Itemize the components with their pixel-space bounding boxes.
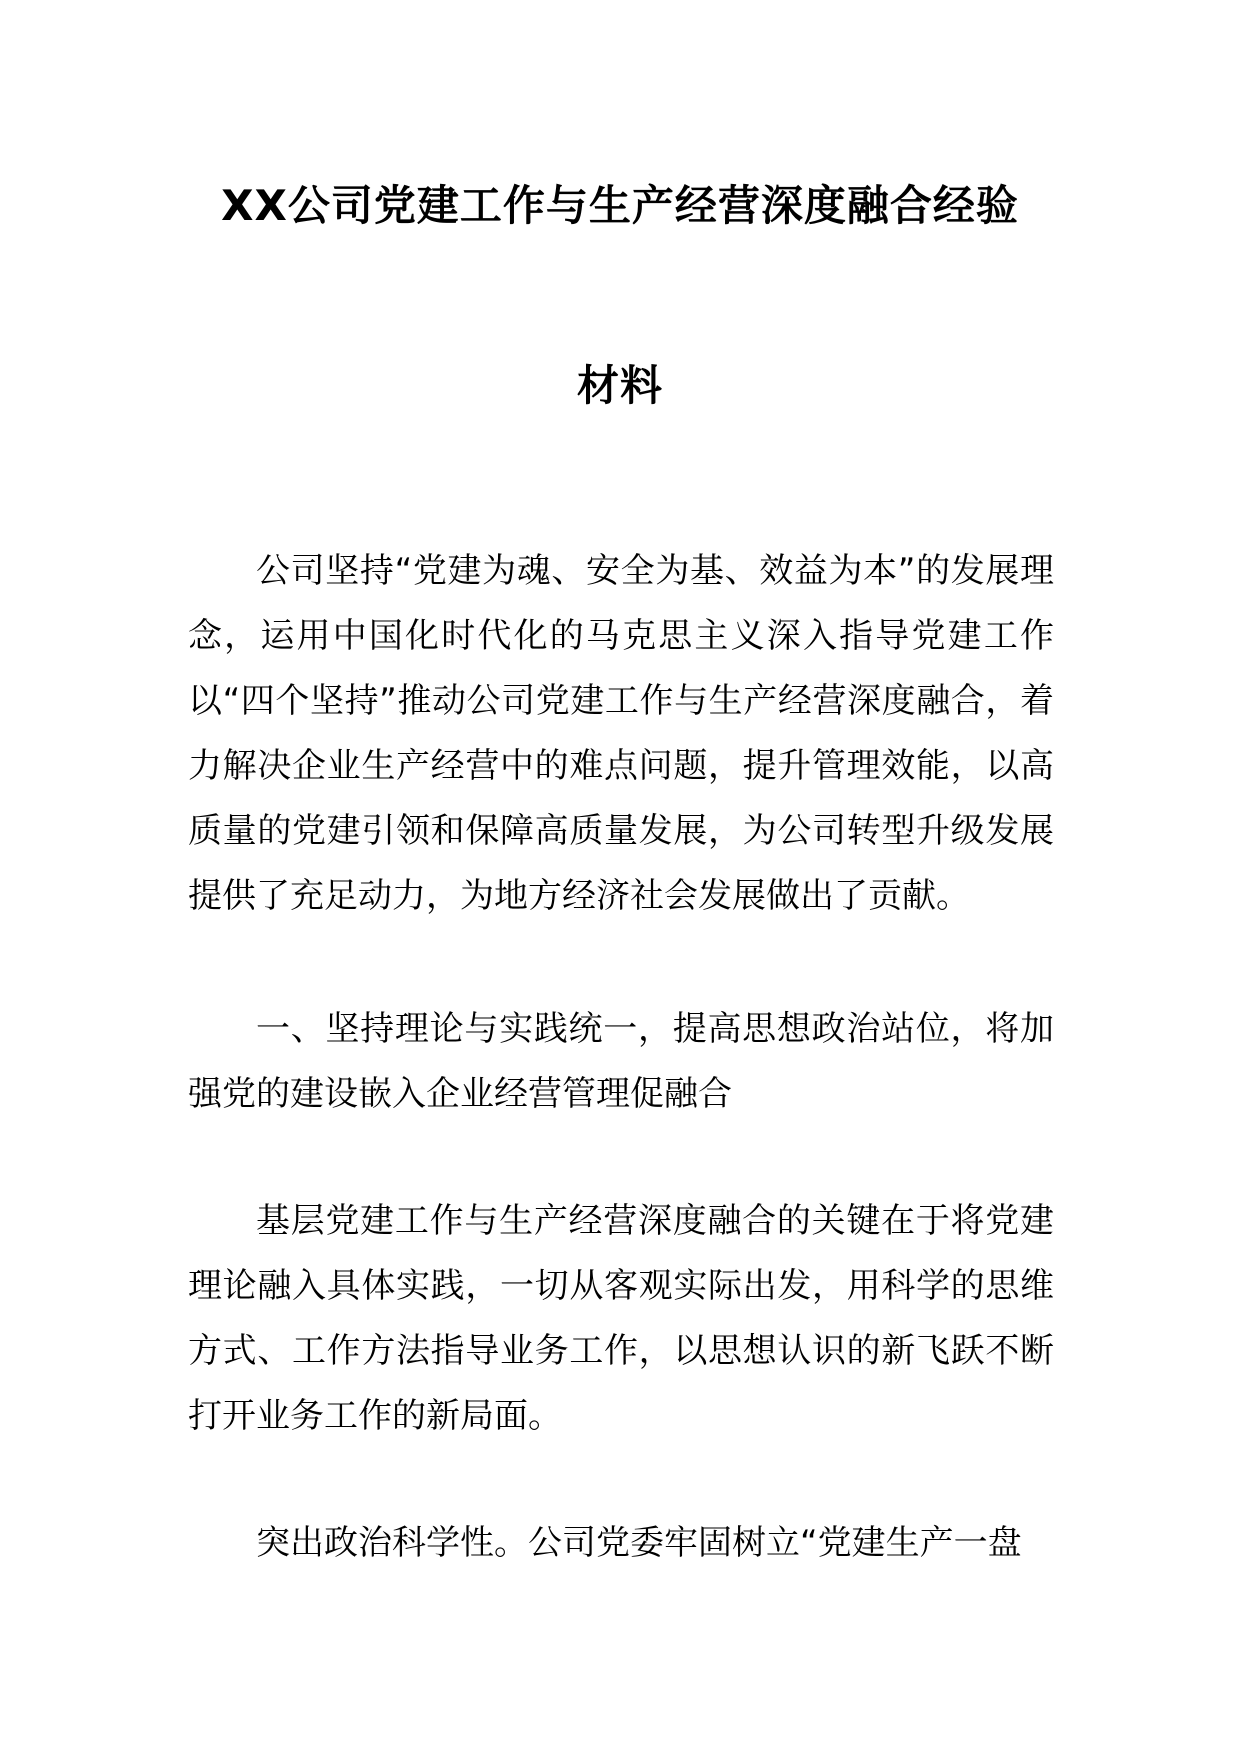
intro-paragraph: 公司坚持“党建为魂、安全为基、效益为本”的发展理念，运用中国化时代化的马克思主义深入指导党建工作以“四个坚持”推动公司党建工作与生产经营深度融合，着力解决企业生产经营中的难点问题，提升管理效能，以高质量的党建引领和保障高质量发展，为公司转型升级发展提供了充足动力，为地方经济社会发展做出了贡献。 [188,551,1054,916]
body-paragraph-truncated: 突出政治科学性。公司党委牢固树立“党建生产一盘 [256,1523,1022,1563]
body-paragraph: 基层党建工作与生产经营深度融合的关键在于将党建理论融入具体实践，一切从客观实际出发，用科学的思维方式、工作方法指导业务工作，以思想认识的新飞跃不断打开业务工作的新局面。 [188,1201,1054,1436]
document-title-line-1: XX公司党建工作与生产经营深度融合经验 [221,181,1019,230]
section-heading-1: 一、坚持理论与实践统一，提高思想政治站位，将加强党的建设嵌入企业经营管理促融合 [188,1009,1054,1114]
document-title-line-2: 材料 [576,361,663,410]
